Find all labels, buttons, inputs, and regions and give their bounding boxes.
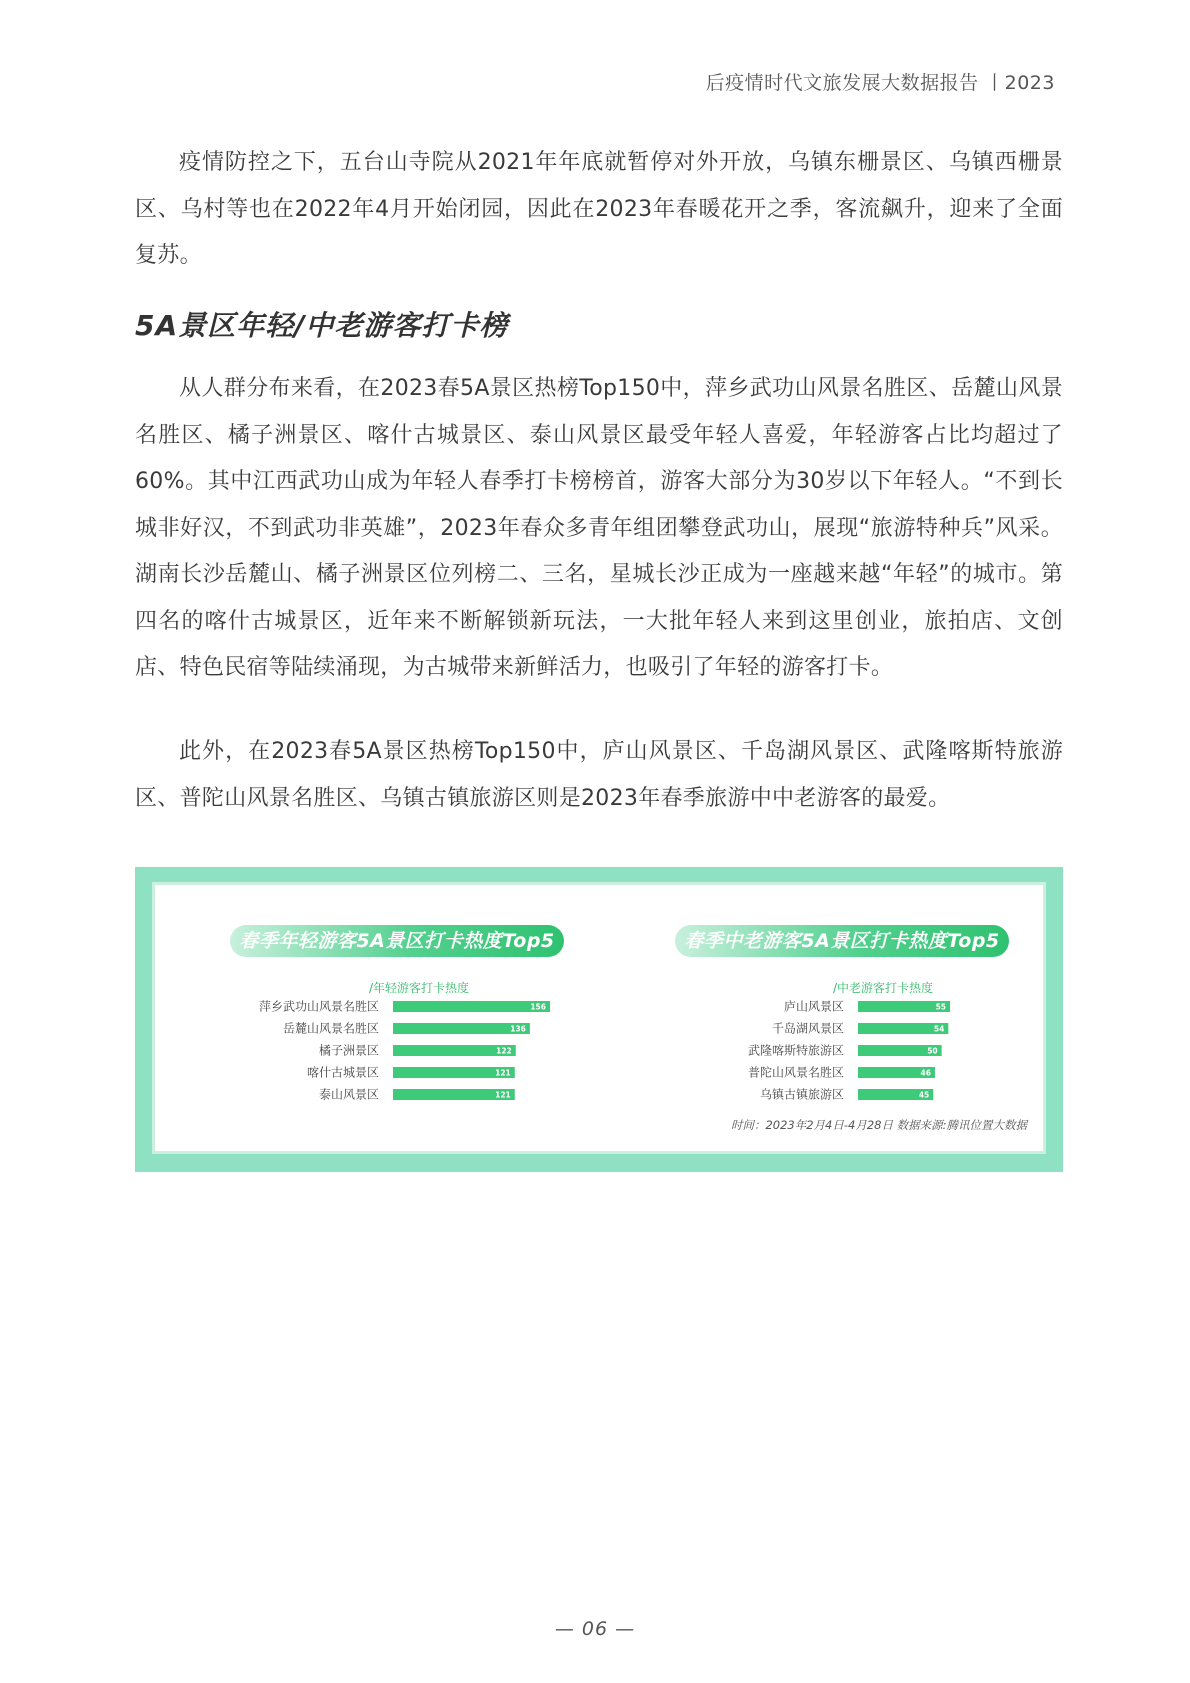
bar-category-label: 武隆喀斯特旅游区 <box>747 1043 844 1058</box>
section-heading: 5A景区年轻/中老游客打卡榜 <box>135 309 509 342</box>
bar-category-label: 普陀山风景名胜区 <box>747 1065 844 1080</box>
legend-label-young: /年轻游客打卡热度 <box>369 981 470 995</box>
chart-title-young: 春季年轻游客5A景区打卡热度Top5 <box>230 925 564 957</box>
legend-label-senior: /中老游客打卡热度 <box>833 981 934 995</box>
header-title: 后疫情时代文旅发展大数据报告 丨2023 <box>705 72 1055 94</box>
bar-value-label: 55 <box>935 1002 946 1012</box>
chart-figure-inner <box>152 882 1046 1154</box>
bar-category-label: 千岛湖风景区 <box>771 1021 844 1036</box>
bar-chart-young <box>205 995 635 1125</box>
bar-category-label: 乌镇古镇旅游区 <box>759 1087 844 1102</box>
bar-value-label: 136 <box>510 1024 526 1034</box>
paragraph-young-visitors: 从人群分布来看，在2023春5A景区热榜Top150中，萍乡武功山风景名胜区、岳麓山风景名胜区、橘子洲景区、喀什古城景区、泰山风景区最受年轻人喜爱，年轻游客占比均超过了60%。其中江西武功山成为年轻人春季打卡榜榜首，游客大部分为30岁以下年轻人。“不到长城非好汉，不到武功非英雄”，2023年春众多青年组团攀登武功山，展现“旅游特种兵”风采。湖南长沙岳麓山、橘子洲景区位列榜二、三名，星城长沙正成为一座越来越“年轻”的城市。第四名的喀什古城景区，近年来不断解锁新玩法，一大批年轻人来到这里创业，旅拍店、文创店、特色民宿等陆续涌现，为古城带来新鲜活力，也吸引了年轻的游客打卡。 <box>135 376 1063 680</box>
bar-category-label: 喀什古城景区 <box>306 1065 379 1080</box>
bar-value-label: 156 <box>530 1002 546 1012</box>
bar-value-label: 122 <box>496 1046 512 1056</box>
bar-value-label: 50 <box>927 1046 938 1056</box>
bar-category-label: 庐山风景区 <box>783 999 844 1014</box>
chart-figure <box>135 867 1063 1172</box>
bar <box>393 1001 550 1012</box>
bar-category-label: 泰山风景区 <box>318 1087 379 1102</box>
bar-category-label: 萍乡武功山风景名胜区 <box>258 999 379 1014</box>
chart-source-note: 时间：2023年2月4日-4月28日 数据来源:腾讯位置大数据 <box>730 1118 1027 1132</box>
page-number: — 06 — <box>554 1618 636 1640</box>
chart-panel-senior <box>650 925 1080 1125</box>
bar-category-label: 岳麓山风景名胜区 <box>282 1021 379 1036</box>
chart-panel-young <box>205 925 635 1125</box>
paragraph-senior-visitors: 此外，在2023春5A景区热榜Top150中，庐山风景区、千岛湖风景区、武隆喀斯特旅游区、普陀山风景名胜区、乌镇古镇旅游区则是2023年春季旅游中中老游客的最爱。 <box>135 739 1063 811</box>
bar-value-label: 121 <box>495 1068 511 1078</box>
bar-chart-senior <box>650 995 1080 1125</box>
chart-title-senior: 春季中老游客5A景区打卡热度Top5 <box>675 925 1009 957</box>
paragraph-reopening: 疫情防控之下，五台山寺院从2021年年底就暂停对外开放，乌镇东栅景区、乌镇西栅景区、乌村等也在2022年4月开始闭园，因此在2023年春暖花开之季，客流飙升，迎来了全面复苏。 <box>135 150 1063 268</box>
bar-value-label: 45 <box>918 1090 930 1100</box>
bar-value-label: 46 <box>920 1068 931 1078</box>
bar-value-label: 121 <box>495 1090 511 1100</box>
bar-value-label: 54 <box>933 1024 945 1034</box>
bar-category-label: 橘子洲景区 <box>318 1043 379 1058</box>
